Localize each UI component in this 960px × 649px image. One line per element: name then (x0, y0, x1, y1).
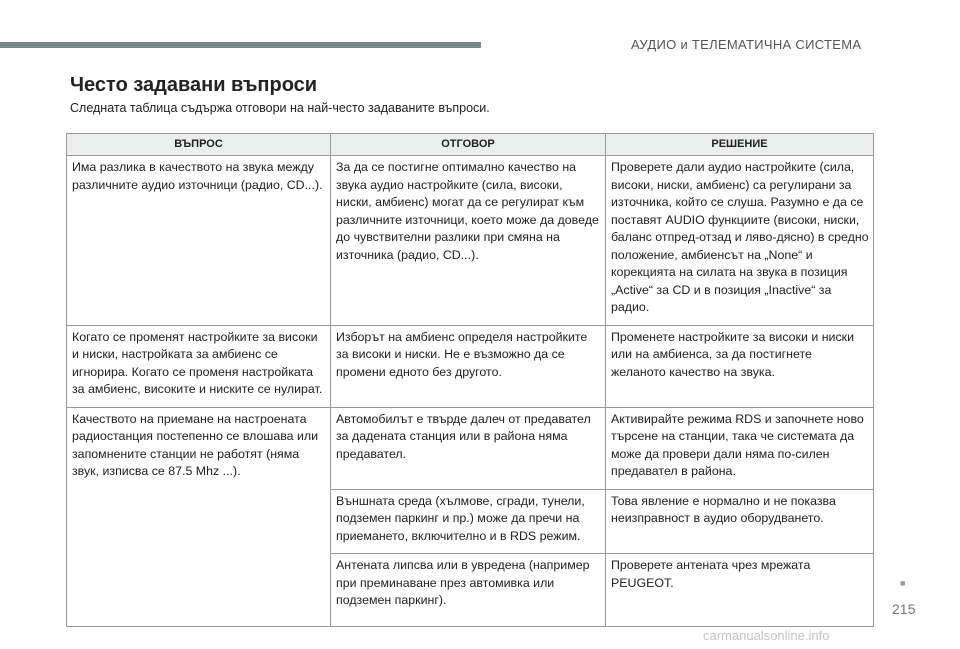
table-row (67, 407, 874, 489)
table-row (67, 325, 874, 407)
solution-cell: Проверете дали аудио настройките (сила, високи, ниски, амбиенс) са регулирани за източника, който се слуша. Разумно е да се поставят AUDIO функциите (високи, ниски, баланс отпред-отзад и ляво-дясно) в средно положение, амбиенсът на „None“ и корекцията на силата на звука в позиция „Active“ за CD и в позиция „Inactive“ за радио. (606, 156, 874, 326)
page-title: Често задавани въпроси (70, 74, 318, 96)
solution-cell: Проверете антената чрез мрежата PEUGEOT. (606, 554, 874, 627)
question-cell: Качеството на приемане на настроената радиостанция постепенно се влошава или запомнените станции не работят (няма звук, изписва се 87.5 Mhz ...). (67, 407, 331, 626)
solution-cell: Променете настройките за високи и ниски или на амбиенса, за да постигнете желаното качество на звука. (606, 325, 874, 407)
watermark: carmanualsonline.info (703, 628, 830, 643)
question-cell: Когато се променят настройките за високи и ниски, настройката за амбиенс се игнорира. Когато се променя настройката за амбиенс, високите и ниските се нулират. (67, 325, 331, 407)
section-title: АУДИО и ТЕЛЕМАТИЧНА СИСТЕМА (631, 37, 862, 52)
answer-cell: Антената липсва или в увредена (например при преминаване през автомивка или подземен паркинг). (331, 554, 606, 627)
page-number: 215 (892, 601, 916, 617)
answer-cell: Външната среда (хълмове, сгради, тунели, подземен паркинг и пр.) може да пречи на приемането, включително и в RDS режим. (331, 489, 606, 554)
question-cell: Има разлика в качеството на звука между различните аудио източници (радио, CD...). (67, 156, 331, 326)
intro-text: Следната таблица съдържа отговори на най-често задаваните въпроси. (70, 101, 490, 115)
table-row (67, 156, 874, 326)
answer-cell: Автомобилът е твърде далеч от предавател за дадената станция или в района няма предавател. (331, 407, 606, 489)
solution-cell: Това явление е нормално и не показва неизправност в аудио оборудването. (606, 489, 874, 554)
page-marker: ■ (900, 578, 906, 588)
faq-table (66, 133, 874, 627)
table-header-row (67, 134, 874, 156)
column-header-solution: РЕШЕНИЕ (606, 134, 874, 156)
answer-cell: За да се постигне оптимално качество на звука аудио настройките (сила, високи, ниски, амбиенс) могат да се регулират към различните източници, което може да доведе до чувствителни разлики при смяна на източника (радио, CD...). (331, 156, 606, 326)
solution-cell: Активирайте режима RDS и започнете ново търсене на станции, така че системата да може да провери дали няма по-силен предавател в района. (606, 407, 874, 489)
header-bar (0, 42, 481, 48)
answer-cell: Изборът на амбиенс определя настройките за високи и ниски. Не е възможно да се промени едното без другото. (331, 325, 606, 407)
column-header-question: ВЪПРОС (67, 134, 331, 156)
column-header-answer: ОТГОВОР (331, 134, 606, 156)
